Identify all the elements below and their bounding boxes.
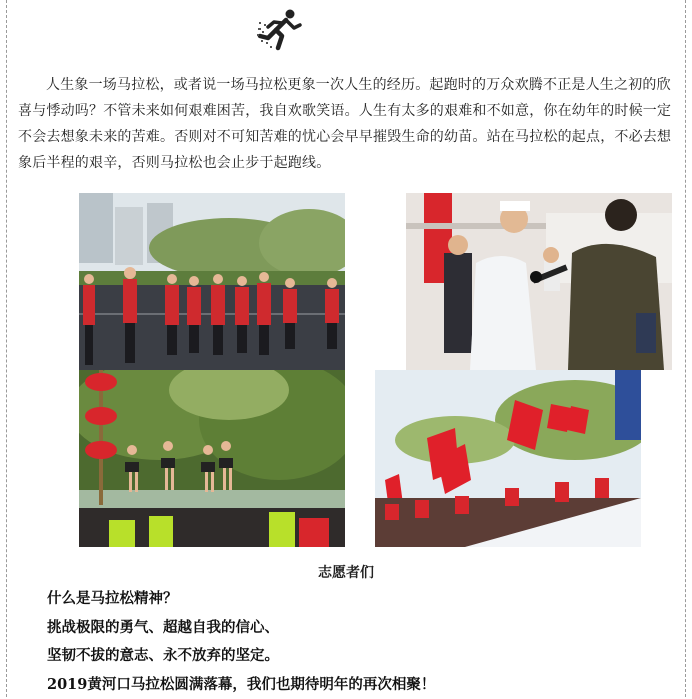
photo-stage-performers bbox=[79, 370, 345, 547]
photo-crowd-flags bbox=[375, 370, 641, 547]
closing-line: 坚韧不拔的意志、永不放弃的坚定。 bbox=[47, 642, 677, 671]
closing-line: 什么是马拉松精神？ bbox=[47, 585, 677, 614]
closing-lines bbox=[47, 585, 677, 699]
closing-line: 挑战极限的勇气、超越自我的信心、 bbox=[47, 614, 677, 643]
closing-line: 2019黄河口马拉松圆满落幕，我们也期待明年的再次相聚！ bbox=[47, 671, 677, 699]
photo-caption: 志愿者们 bbox=[0, 562, 692, 582]
running-man-icon bbox=[256, 8, 302, 52]
article-paragraph: 人生象一场马拉松，或者说一场马拉松更象一次人生的经历。起跑时的万众欢腾不正是人生之初的欣喜与悸动吗？不管未来如何艰难困苦，我自欢歌笑语。人生有太多的艰难和不如意，你在幼年的时候一定不会去想象未来的苦难。否则对不可知苦难的忧心会早早摧毁生命的幼苗。站在马拉松的起点，不必去想象后半程的艰辛，否则马拉松也会止步于起跑线。 bbox=[18, 72, 678, 176]
photo-volunteers-track bbox=[79, 193, 345, 370]
photo-doctor-interview bbox=[406, 193, 672, 370]
